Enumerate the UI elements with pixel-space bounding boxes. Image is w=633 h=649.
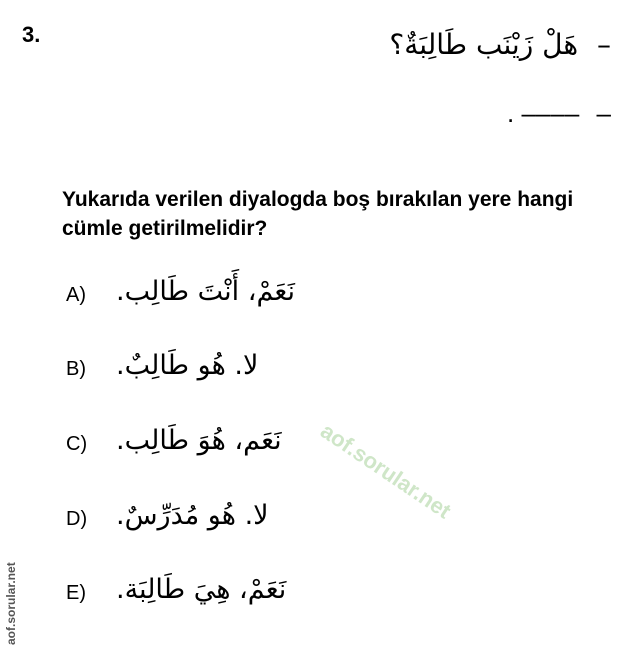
option-text: نَعَمْ، أَنْتَ طَالِب. xyxy=(116,276,295,307)
option-text: نَعَمْ، هِيَ طَالِبَة. xyxy=(116,574,287,605)
option-e[interactable] xyxy=(66,574,386,618)
dialog-line-question xyxy=(389,28,611,61)
dialog-dash: – xyxy=(597,28,611,61)
option-letter: D) xyxy=(66,508,88,530)
question-number: 3. xyxy=(22,22,41,47)
dialog-dash: – xyxy=(596,98,611,128)
dialog-blank-text: –––– . xyxy=(507,98,580,128)
dialog-line-answer-blank xyxy=(507,98,611,129)
watermark-side: aof.sorular.net xyxy=(4,562,18,645)
watermark-diagonal: aof.sorular.net xyxy=(316,418,456,524)
question-prompt: Yukarıda verilen diyalogda boş bırakılan yere hangi cümle getirilmelidir? xyxy=(62,188,574,240)
option-letter: A) xyxy=(66,284,86,306)
option-letter: E) xyxy=(66,582,86,604)
option-text: نَعَم، هُوَ طَالِب. xyxy=(116,425,282,456)
option-letter: C) xyxy=(66,433,88,455)
option-text: لا. هُو طَالِبٌ. xyxy=(116,350,259,381)
option-text: لا. هُو مُدَرِّسٌ. xyxy=(116,500,269,531)
option-a[interactable] xyxy=(66,276,386,320)
option-letter: B) xyxy=(66,358,86,380)
option-d[interactable] xyxy=(66,500,386,544)
option-b[interactable] xyxy=(66,350,386,394)
dialog-question-text: هَلْ زَيْنَب طَالِبَةٌ؟ xyxy=(389,28,579,61)
